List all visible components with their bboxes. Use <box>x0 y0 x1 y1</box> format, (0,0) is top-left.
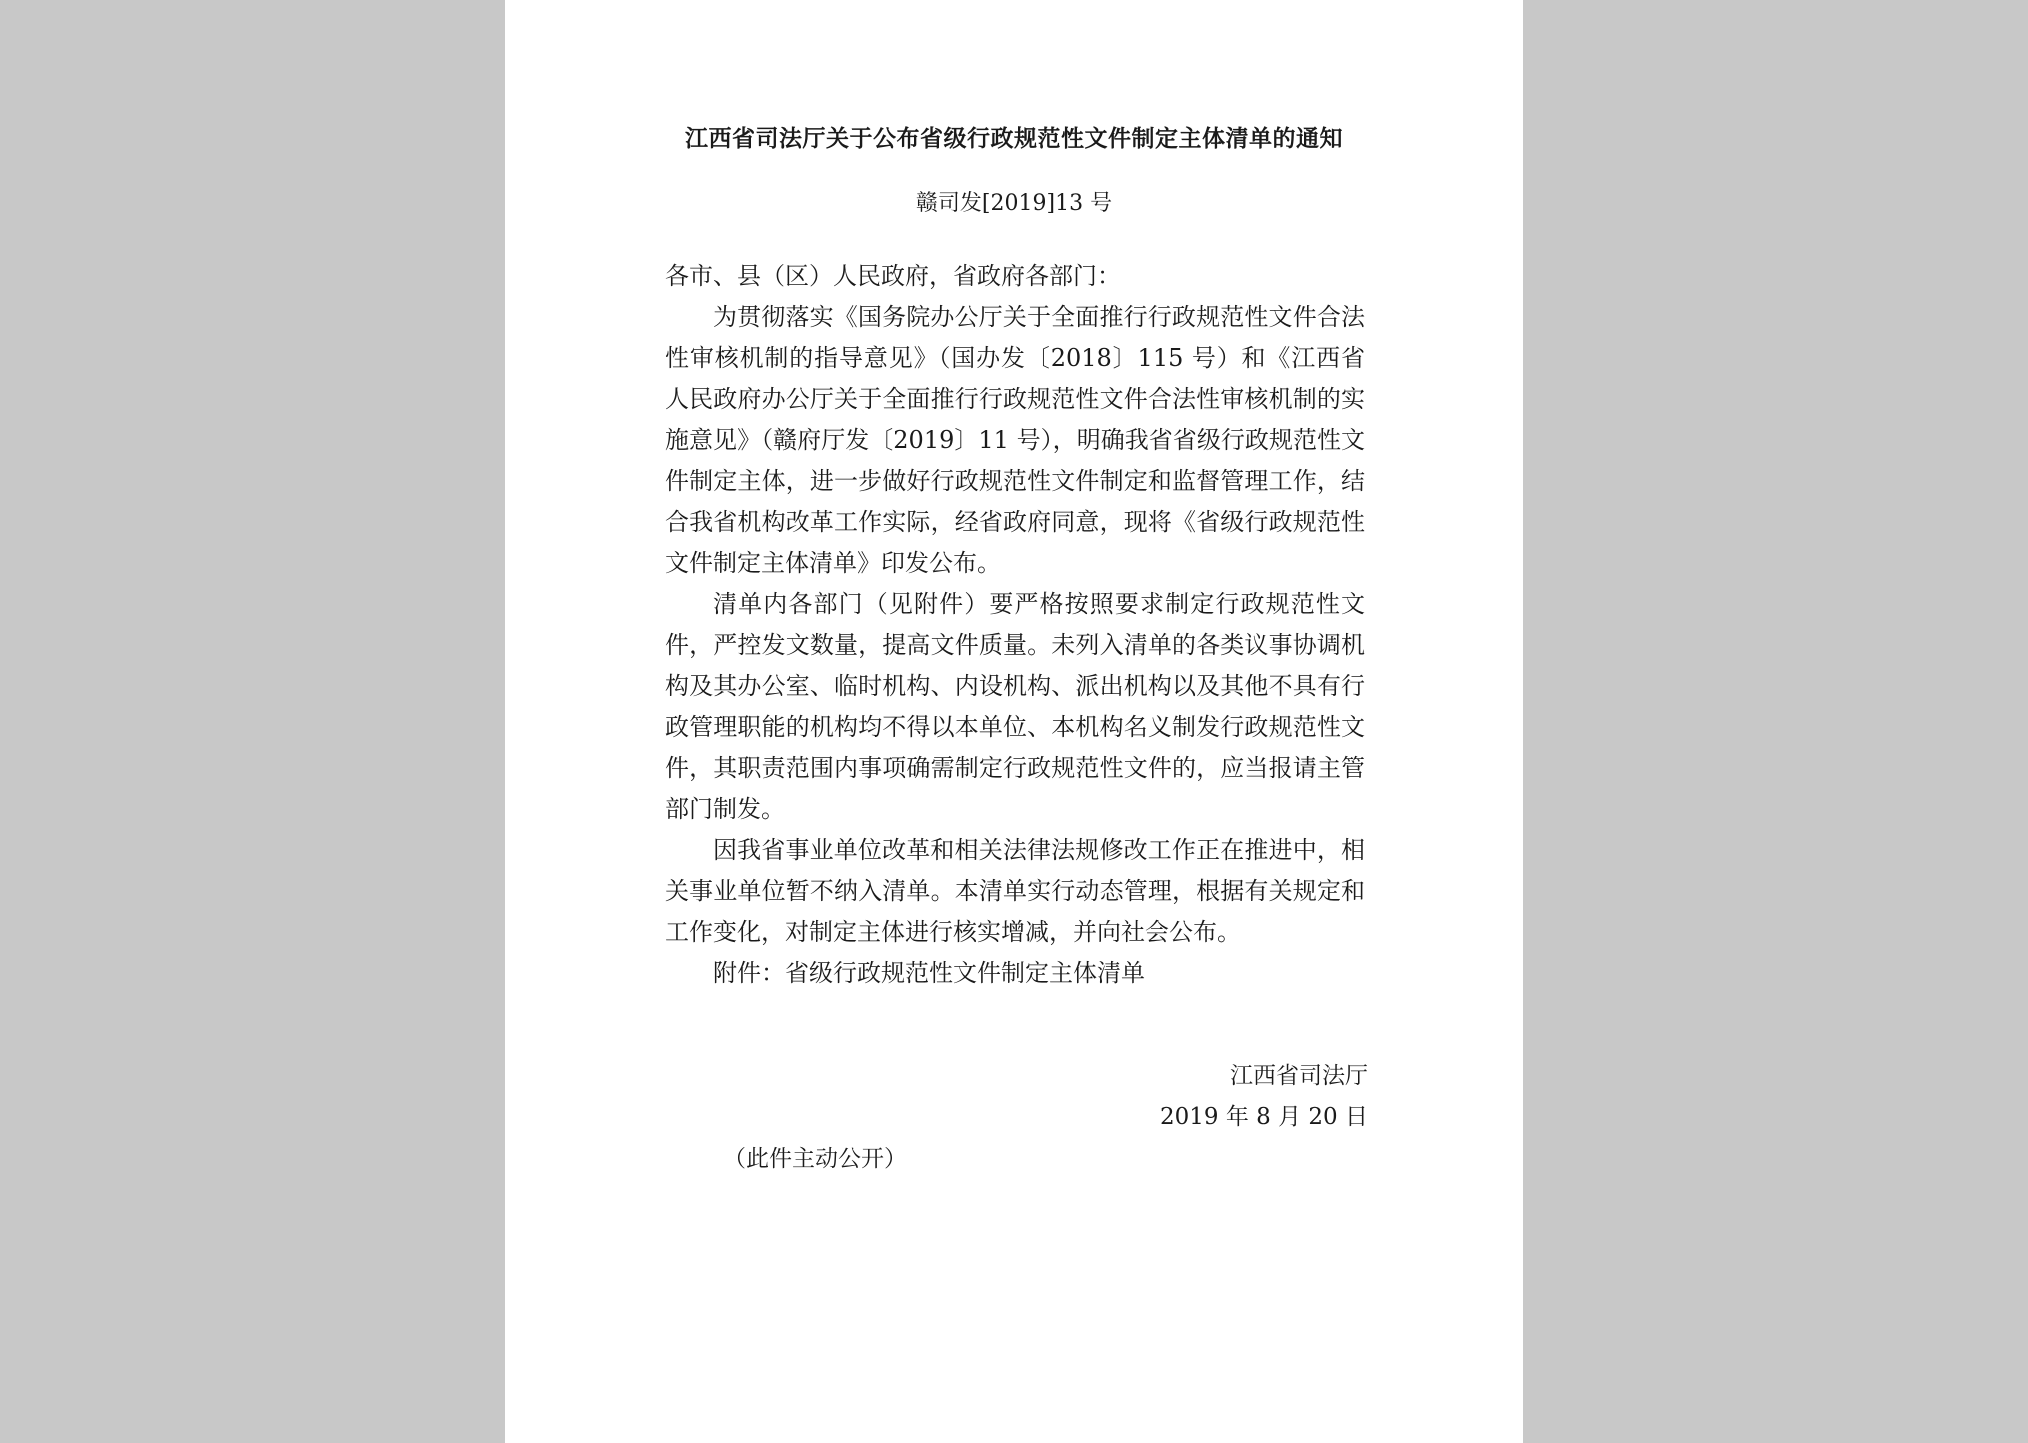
attachment-line: 附件：省级行政规范性文件制定主体清单 <box>713 959 1145 987</box>
paragraph-2: 清单内各部门（见附件）要严格按照要求制定行政规范性文件，严控发文数量，提高文件质量。未列入清单的各类议事协调机构及其办公室、临时机构、内设机构、派出机构以及其他不具有行政管理职能的机构均不得以本单位、本机构名义制发行政规范性文件，其职责范围内事项确需制定行政规范性文件的，应当报请主管部门制发。 <box>665 590 1365 823</box>
paragraph-3: 因我省事业单位改革和相关法律法规修改工作正在推进中，相关事业单位暂不纳入清单。本清单实行动态管理，根据有关规定和工作变化，对制定主体进行核实增减，并向社会公布。 <box>665 836 1365 946</box>
document-page <box>505 0 1523 1443</box>
signature-organization: 江西省司法厅 <box>1230 1063 1368 1089</box>
paragraph-1: 为贯彻落实《国务院办公厅关于全面推行行政规范性文件合法性审核机制的指导意见》（国办发〔2018〕115 号）和《江西省人民政府办公厅关于全面推行行政规范性文件合法性审核机制的实施意见》（赣府厅发〔2019〕11 号），明确我省省级行政规范性文件制定主体，进一步做好行政规范性文件制定和监督管理工作，结合我省机构改革工作实际，经省政府同意，现将《省级行政规范性文件制定主体清单》印发公布。 <box>665 303 1365 577</box>
document-title: 江西省司法厅关于公布省级行政规范性文件制定主体清单的通知 <box>685 125 1343 152</box>
document-number: 赣司发[2019]13 号 <box>915 191 1113 216</box>
signature-date: 2019 年 8 月 20 日 <box>1160 1104 1368 1130</box>
public-disclosure-note: （此件主动公开） <box>723 1146 907 1172</box>
salutation: 各市、县（区）人民政府，省政府各部门： <box>665 262 1121 290</box>
document-body <box>665 256 1365 994</box>
